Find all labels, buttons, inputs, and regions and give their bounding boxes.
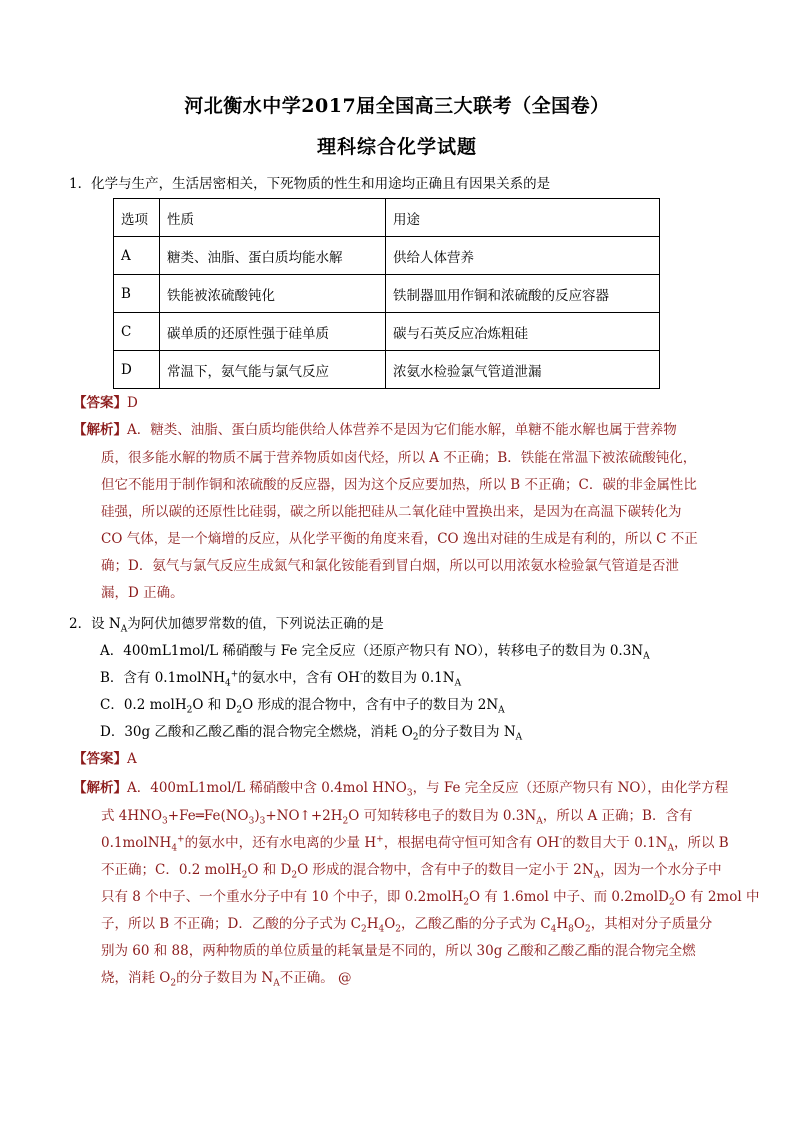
superscript: + bbox=[376, 834, 384, 845]
table-cell: 碳与石英反应冶炼粗硅 bbox=[386, 313, 660, 351]
subscript: 2 bbox=[463, 897, 469, 908]
q2-option-a bbox=[100, 639, 650, 662]
subscript: 2 bbox=[342, 816, 349, 827]
subscript: 4 bbox=[378, 924, 385, 935]
subscript: 2 bbox=[291, 870, 298, 881]
table-row bbox=[114, 351, 660, 389]
text: D．30g 乙酸和乙酸乙酯的混合物完全燃烧，消耗 O bbox=[100, 724, 413, 740]
subscript: 3 bbox=[248, 816, 255, 827]
subscript: 4 bbox=[171, 843, 178, 854]
text: 烧，消耗 O bbox=[101, 970, 171, 986]
subscript: A bbox=[273, 978, 280, 989]
text: 的分子数目为 N bbox=[176, 970, 274, 986]
subscript: 2 bbox=[186, 705, 193, 716]
table-cell: 浓氨水检验氯气管道泄漏 bbox=[386, 351, 660, 389]
table-cell: D bbox=[114, 351, 160, 389]
q1-analysis-line bbox=[73, 418, 677, 438]
text: 不正确；C．0.2 molH bbox=[101, 862, 242, 878]
q2-answer bbox=[73, 747, 137, 767]
table-cell: 碳单质的还原性强于硅单质 bbox=[160, 313, 386, 351]
q1-analysis-line: CO 气体，是一个熵增的反应，从化学平衡的角度来看，CO 逸出对硅的生成是有利的，所以 C 不正 bbox=[101, 531, 698, 547]
subscript: 2 bbox=[668, 897, 675, 908]
subscript: 2 bbox=[236, 705, 243, 716]
text: +NO↑+2H bbox=[265, 808, 343, 824]
table-row bbox=[114, 237, 660, 275]
subscript: 4 bbox=[550, 924, 557, 935]
subscript: A bbox=[643, 651, 650, 662]
text: O 可知转移电子的数目为 0.3N bbox=[348, 808, 537, 824]
text: ，与 Fe 完全反应（还原产物只有 NO），由化学方程 bbox=[412, 780, 729, 796]
table-header-cell: 选项 bbox=[114, 199, 160, 237]
superscript: + bbox=[230, 669, 239, 680]
subscript: 3 bbox=[162, 816, 168, 827]
q1-analysis-line: 确；D．氨气与氯气反应生成氮气和氯化铵能看到冒白烟，所以可以用浓氨水检验氯气管道是否泄 bbox=[101, 558, 679, 574]
text: 为阿伏加德罗常数的值，下列说法正确的是 bbox=[127, 616, 384, 632]
q2-option-c bbox=[100, 693, 505, 716]
text: ，所以 A 正确；B．含有 bbox=[542, 808, 693, 824]
q2-analysis-line bbox=[101, 858, 722, 881]
q1-analysis-line: 硅强，所以碳的还原性比硅弱，碳之所以能把硅从二氧化硅中置换出来，是因为在高温下碳转化为 bbox=[101, 504, 682, 520]
text: O bbox=[384, 916, 396, 932]
text: O 形成的混合物中，含有中子的数目为 2N bbox=[242, 697, 499, 713]
subscript: A bbox=[536, 816, 543, 827]
text: H bbox=[366, 916, 379, 932]
q2-analysis-line bbox=[101, 912, 712, 935]
document-title: 河北衡水中学2017届全国高三大联考（全国卷） bbox=[184, 95, 610, 117]
text: ，因为一个水分子中 bbox=[600, 862, 722, 878]
table-cell: 铁制器皿用作铜和浓硫酸的反应容器 bbox=[386, 275, 660, 313]
q2-analysis-line bbox=[101, 966, 352, 989]
text: 只有 8 个中子、一个重水分子中有 10 个中子，即 0.2molH bbox=[101, 889, 464, 905]
table-cell: A bbox=[114, 237, 160, 275]
subscript: A bbox=[515, 732, 523, 743]
q1-table bbox=[113, 198, 660, 389]
subscript: A bbox=[498, 705, 505, 716]
text: 的数目为 0.1N bbox=[362, 670, 455, 686]
superscript: - bbox=[559, 834, 563, 845]
table-row bbox=[114, 275, 660, 313]
q1-stem: 1．化学与生产，生活居密相关，下死物质的性生和用途均正确且有因果关系的是 bbox=[69, 176, 551, 192]
text: ，乙酸乙酯的分子式为 C bbox=[401, 916, 551, 932]
answer-value: D bbox=[127, 395, 138, 411]
text: 不正确。 @ bbox=[279, 970, 352, 986]
text: 2．设 N bbox=[69, 616, 121, 632]
subscript: 8 bbox=[568, 924, 574, 935]
text: O 和 D bbox=[192, 697, 237, 713]
table-cell: 糖类、油脂、蛋白质均能水解 bbox=[160, 237, 386, 275]
analysis-tag: 【解析】 bbox=[73, 780, 127, 796]
superscript: + bbox=[177, 834, 185, 845]
text: O 和 D bbox=[247, 862, 292, 878]
text: +Fe═Fe(NO bbox=[167, 808, 249, 824]
table-cell: 供给人体营养 bbox=[386, 237, 660, 275]
subscript: A bbox=[120, 624, 128, 635]
table-row bbox=[114, 313, 660, 351]
text: B．含有 0.1molNH bbox=[100, 670, 226, 686]
q2-analysis-line bbox=[101, 831, 729, 854]
text: ，所以 B bbox=[673, 835, 729, 851]
q1-answer bbox=[73, 391, 138, 411]
subscript: 2 bbox=[360, 924, 367, 935]
subscript: 2 bbox=[241, 870, 248, 881]
text: O 有 1.6mol 中子、而 0.2molD bbox=[468, 889, 669, 905]
text: A．400mL1mol/L 稀硝酸与 Fe 完全反应（还原产物只有 NO），转移电子的数目为 0.3N bbox=[100, 643, 644, 659]
q2-analysis-line bbox=[73, 776, 728, 799]
table-cell: 常温下，氨气能与氯气反应 bbox=[160, 351, 386, 389]
text: 的数目大于 0.1N bbox=[562, 835, 668, 851]
subscript: 2 bbox=[170, 978, 177, 989]
text: O 形成的混合物中，含有中子的数目一定小于 2N bbox=[297, 862, 594, 878]
text: ，根据电荷守恒可知含有 OH bbox=[383, 835, 560, 851]
table-header-row bbox=[114, 199, 660, 237]
document-subtitle: 理科综合化学试题 bbox=[316, 136, 477, 158]
subscript: 3 bbox=[406, 788, 413, 799]
subscript: 2 bbox=[395, 924, 402, 935]
subscript: A bbox=[667, 843, 674, 854]
q1-analysis-line: 质，很多能水解的物质不属于营养物质如卤代烃，所以 A 不正确；B．铁能在常温下被浓硫酸钝化， bbox=[101, 450, 697, 466]
text: 的氨水中，还有水电离的少量 H bbox=[184, 835, 377, 851]
subscript: 2 bbox=[412, 732, 419, 743]
text: 式 4HNO bbox=[101, 808, 163, 824]
q1-analysis-line: 漏，D 正确。 bbox=[101, 585, 184, 601]
superscript: - bbox=[359, 669, 363, 680]
table-header-cell: 性质 bbox=[160, 199, 386, 237]
subscript: 4 bbox=[225, 678, 231, 689]
answer-tag: 【答案】 bbox=[73, 751, 127, 767]
text: A．400mL1mol/L 稀硝酸中含 0.4mol HNO bbox=[127, 780, 407, 796]
analysis-text: A．糖类、油脂、蛋白质均能供给人体营养不是因为它们能水解，单糖不能水解也属于营养物 bbox=[127, 422, 677, 438]
text: H bbox=[556, 916, 569, 932]
text: ) bbox=[254, 808, 260, 824]
q2-option-d bbox=[100, 720, 522, 743]
answer-value: A bbox=[127, 751, 137, 767]
table-header-cell: 用途 bbox=[386, 199, 660, 237]
table-cell: B bbox=[114, 275, 160, 313]
answer-tag: 【答案】 bbox=[73, 395, 127, 411]
q2-analysis-line: 别为 60 和 88，两种物质的单位质量的耗氧量是不同的，所以 30g 乙酸和乙酸乙酯的混合物完全燃 bbox=[101, 943, 696, 959]
subscript: A bbox=[593, 870, 601, 881]
text: 的分子数目为 N bbox=[418, 724, 516, 740]
text: O bbox=[573, 916, 585, 932]
text: C．0.2 molH bbox=[100, 697, 187, 713]
text: O 有 2mol 中 bbox=[674, 889, 760, 905]
q2-analysis-line bbox=[101, 804, 692, 827]
text: 0.1molNH bbox=[101, 835, 172, 851]
analysis-tag: 【解析】 bbox=[73, 422, 127, 438]
subscript: A bbox=[454, 678, 462, 689]
q2-stem bbox=[69, 612, 384, 635]
table-cell: 铁能被浓硫酸钝化 bbox=[160, 275, 386, 313]
text: 子，所以 B 不正确；D．乙酸的分子式为 C bbox=[101, 916, 361, 932]
table-cell: C bbox=[114, 313, 160, 351]
text: 的氨水中，含有 OH bbox=[238, 670, 360, 686]
text: ，其相对分子质量分 bbox=[590, 916, 713, 932]
q2-analysis-line bbox=[101, 885, 759, 908]
subscript: 3 bbox=[259, 816, 266, 827]
q2-option-b bbox=[100, 666, 461, 689]
q1-analysis-line: 但它不能用于制作铜和浓硫酸的反应器，因为这个反应要加热，所以 B 不正确；C．碳的非金属性比 bbox=[101, 477, 697, 493]
subscript: 2 bbox=[584, 924, 591, 935]
